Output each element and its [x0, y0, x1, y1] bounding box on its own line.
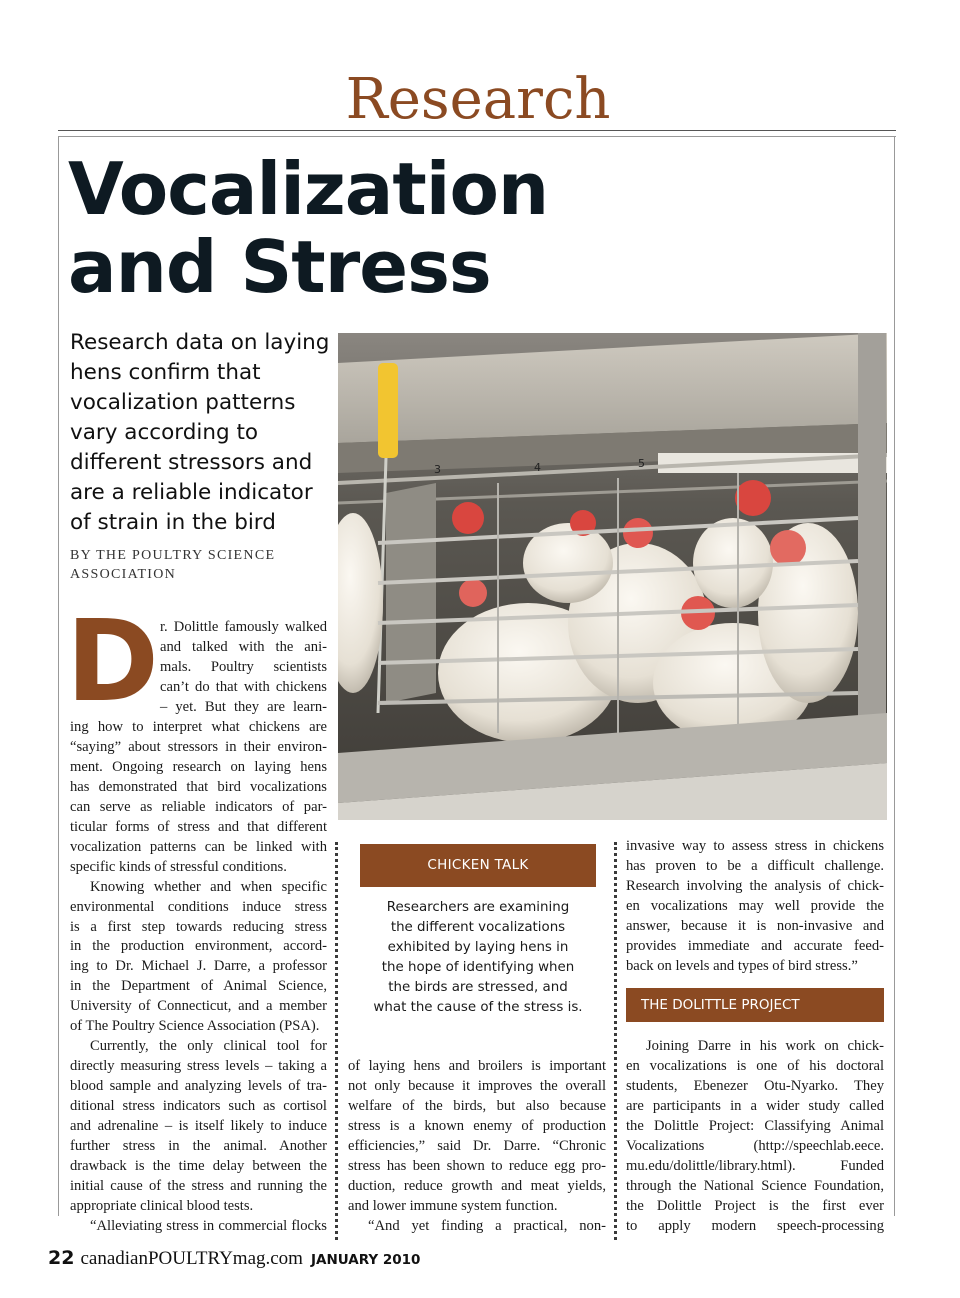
text-line: are participants in a wider study called	[626, 1097, 884, 1114]
section-label: Research	[345, 67, 611, 132]
text-line: and lower immune system function.	[348, 1197, 558, 1214]
text-line: back on levels and types of bird stress.”	[626, 957, 858, 974]
cage-number: 3	[434, 463, 441, 476]
byline	[70, 546, 332, 584]
cage-number: 4	[534, 461, 541, 474]
text-line: appropriate clinical blood tests.	[70, 1197, 254, 1214]
sidebar-line: what the cause of the stress is.	[373, 1000, 583, 1015]
text-line: the Dolittle Project is the first ever	[626, 1197, 884, 1214]
hen-comb	[770, 530, 806, 566]
text-line: Knowing whether and when specific	[90, 878, 327, 895]
headline	[68, 147, 668, 309]
column-1-text	[70, 718, 327, 1237]
column-3-text-bottom	[626, 1037, 884, 1237]
text-line: Joining Darre in his work on chick-	[646, 1038, 884, 1054]
text-line: Research involving the analysis of chick-	[626, 877, 884, 894]
column-3-text-top	[626, 837, 884, 977]
text-line: students, Ebenezer Otu-Nyarko. They	[626, 1077, 884, 1094]
byline-line-1: BY THE POULTRY SCIENCE	[70, 548, 276, 563]
text-line: mals. Poultry scientists	[160, 658, 327, 675]
text-line: the Dolittle Project: Classifying Animal	[626, 1117, 884, 1134]
column-divider-dotted	[614, 842, 617, 1240]
text-line: r. Dolittle famously walked	[160, 619, 327, 635]
header-rule-thin	[58, 136, 896, 137]
header-rule	[58, 130, 896, 131]
hen-comb	[623, 518, 653, 548]
text-line: to apply modern speech-processing	[626, 1217, 884, 1234]
text-line: directly measuring stress levels – taking a	[70, 1058, 327, 1075]
sidebar-title: CHICKEN TALK	[360, 844, 596, 887]
text-line: of The Poultry Science Association (PSA).	[70, 1018, 320, 1035]
text-line: invasive way to assess stress in chickens	[626, 838, 884, 854]
text-line: welfare of the birds, but also because	[348, 1097, 606, 1114]
text-line: and talked with the ani-	[160, 638, 327, 655]
hen-body	[693, 518, 773, 608]
drop-cap: D	[66, 597, 159, 727]
text-line: “And yet finding a practical, non-	[368, 1217, 606, 1234]
text-line: blood sample and analyzing levels of tra-	[70, 1078, 327, 1095]
text-line: can serve as reliable indicators of par-	[70, 798, 327, 815]
column-1-dropcap-text	[160, 618, 327, 718]
text-line: in the production environment, accord-	[70, 938, 327, 955]
text-line: en vocalizations is one of his doctoral	[626, 1057, 884, 1074]
sidebar-text	[360, 898, 596, 1018]
text-line: drawback is the time delay between the	[70, 1157, 327, 1174]
text-line: is a first step towards reducing stress	[70, 918, 327, 935]
text-line: vocalization patterns can be linked with	[70, 838, 327, 855]
text-line: initial cause of the stress and running the	[70, 1177, 327, 1194]
hen-comb	[735, 480, 771, 516]
footer-site: canadianPOULTRYmag.com	[80, 1248, 303, 1269]
text-line: environmental conditions induce stress	[70, 898, 327, 915]
text-line: ment. Ongoing research on laying hens	[70, 758, 327, 775]
text-line: ing how to interpret what chickens are	[70, 719, 327, 735]
text-line: en vocalizations may well provide the	[626, 897, 884, 914]
column-2-text	[348, 1057, 606, 1237]
text-line: Vocalizations (http://speechlab.eece.	[626, 1137, 884, 1154]
text-line: has demonstrated that bird vocalizations	[70, 778, 327, 795]
text-line: Currently, the only clinical tool for	[90, 1038, 327, 1055]
text-line: duction, reduce growth and meat yields,	[348, 1177, 606, 1194]
text-line: specific kinds of stressful conditions.	[70, 858, 287, 875]
text-line: stress is a known enemy of production	[348, 1117, 606, 1134]
deck-line: are a reliable indicator	[70, 480, 313, 505]
page-number: 22	[48, 1247, 75, 1269]
text-line: stress has been shown to reduce egg pro-	[348, 1157, 606, 1174]
deck	[70, 328, 332, 538]
text-line: University of Connecticut, and a member	[70, 998, 327, 1015]
headline-line-2: and Stress	[68, 225, 491, 309]
hen-comb	[452, 502, 484, 534]
cage-post-right	[858, 333, 886, 753]
deck-line: vocalization patterns	[70, 390, 296, 415]
hen-comb	[459, 579, 487, 607]
text-line: has proven to be a difficult challenge.	[626, 857, 884, 874]
text-line: in the Department of Animal Science,	[70, 978, 327, 995]
text-line: and adrenaline – is itself likely to induce	[70, 1118, 327, 1135]
sidebar-line: Researchers are examining	[386, 900, 570, 915]
text-line: can’t do that with chickens	[160, 678, 327, 695]
deck-line: Research data on laying	[70, 330, 330, 355]
text-line: “saying” about stressors in their environ-	[70, 738, 327, 755]
text-line: ditional stress indicators such as cortisol	[70, 1098, 327, 1115]
frame-left-rule	[58, 136, 59, 1216]
sidebar-line: the birds are stressed, and	[388, 980, 568, 995]
sidebar-line: exhibited by laying hens in	[387, 940, 569, 955]
text-line: further stress in the animal. Another	[70, 1138, 327, 1155]
text-line: not only because it improves the overall	[348, 1077, 606, 1094]
text-line: – yet. But they are learn-	[160, 698, 327, 715]
text-line: provides immediate and accurate feed-	[626, 937, 884, 954]
cage-number: 5	[638, 457, 645, 470]
column-divider-dotted	[335, 842, 338, 1240]
deck-line: different stressors and	[70, 450, 313, 475]
sidebar-line: the hope of identifying when	[381, 960, 575, 975]
headline-line-1: Vocalization	[68, 147, 549, 231]
text-line: of laying hens and broilers is important	[348, 1058, 606, 1074]
frame-right-rule	[894, 136, 895, 1216]
sidebar-line: the different vocalizations	[390, 920, 566, 935]
text-line: efficiencies,” said Dr. Darre. “Chronic	[348, 1137, 606, 1154]
deck-line: vary according to	[70, 420, 259, 445]
deck-line: hens confirm that	[70, 360, 261, 385]
byline-line-2: ASSOCIATION	[70, 567, 177, 582]
text-line: ing to Dr. Michael J. Darre, a professor	[70, 958, 327, 975]
hen-cage-photo	[338, 333, 887, 820]
subhead-dolittle-project: THE DOLITTLE PROJECT	[626, 988, 884, 1022]
text-line: answer, because it is non-invasive and	[626, 917, 884, 934]
cage-divider-plate	[386, 483, 436, 703]
deck-line: of strain in the bird	[70, 510, 276, 535]
text-line: through the National Science Foundation,	[626, 1177, 884, 1194]
yellow-cage-tag	[378, 363, 398, 458]
page-footer	[48, 1244, 748, 1272]
text-line: ticular forms of stress and that different	[70, 818, 327, 835]
text-line: mu.edu/dolittle/library.html). Funded	[626, 1157, 884, 1174]
text-line: “Alleviating stress in commercial flocks	[90, 1217, 327, 1234]
footer-date: JANUARY 2010	[310, 1252, 421, 1268]
hen-cage-illustration	[338, 333, 887, 820]
